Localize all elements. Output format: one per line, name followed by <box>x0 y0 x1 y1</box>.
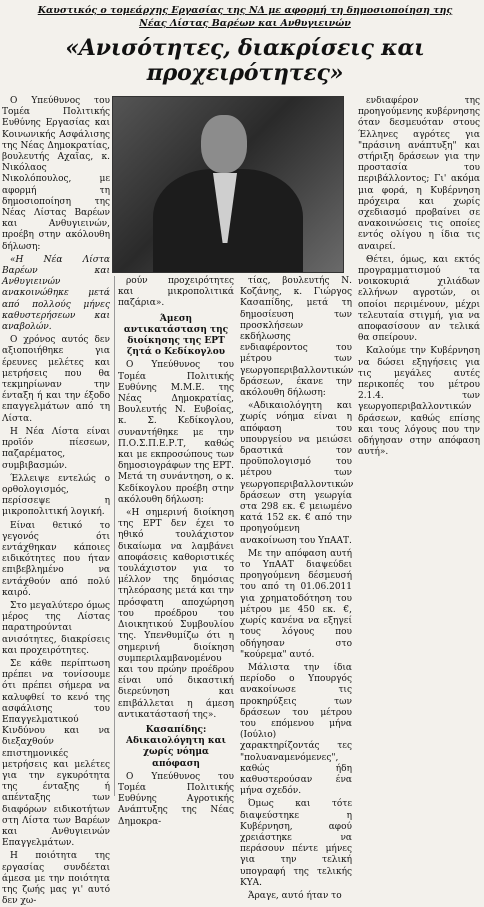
c1-p4: Έλλειψε εντελώς ο ορθολογισμός, περίσσεψε η μικροπολιτική λογική. <box>2 473 110 518</box>
article-headline: «Ανισότητες, διακρίσεις και προχειρότητες» <box>65 35 425 86</box>
c2-p3: «Η σημερινή διοίκηση της ΕΡΤ δεν έχει το ηθικό τουλάχιστον δικαίωμα να λαμβάνει αποφάσεις καθοριστικές τουλάχιστον για το μέλλον της δημόσιας τηλεόρασης μετά και την πρόσφατη απoχώρηση του προέδρου του Διοικητικού Συμβουλίου της. Υπενθυμίζω ότι η σημερινή διοίκηση συμπεριλαμβανομένου και του πρώην προέδρου είναι υπό δικαστική διερεύνηση και επιβάλλεται η άμεση αντικατάστασή της». <box>118 508 234 720</box>
column-3 <box>240 276 354 901</box>
c4-p2: Καλούμε την Κυβέρνηση να δώσει εξηγήσεις για τις μεγάλες αυτές περικοπές του μέτρου 2.1.4. των γεωργοπεριβαλλοντικών δράσεων, καθώς επίσης και τους λόγους που την οδήγησαν στην απόφαση αυτή». <box>358 346 480 458</box>
column-rule <box>114 276 115 796</box>
speaker-photo <box>112 96 344 273</box>
column-2 <box>118 276 234 827</box>
c3-p3: Μάλιστα την ίδια περίοδο ο Υπουργός ανακοίνωσε τις προκηρύξεις των δράσεων του μέτρου του επόμενου μήνα (Ιούλιο) χαρακτηρίζοντάς τες "πολυαναμενόμενες", καθώς ήδη καθυστερούσαν ένα μήνα σχεδόν. <box>240 662 352 797</box>
c1-p7: Σε κάθε περίπτωση πρέπει να τονίσουμε ότι πρέπει σήμερα να καλυφθεί το κενό της ασφάλισης του Επαγγελματικού Κινδύνου και να διεξαχθούν επιστημονικές μετρήσεις και μελέτες για την εγκυρότητα της ένταξης ή απένταξης των διαφόρων ειδικοτήτων στη Λίστα των Βαρέων και Ανθυγιεινών Επαγγελμάτων. <box>2 658 110 849</box>
c1-p8: Η ποιότητα της εργασίας συνδέεται άμεσα με την ποιότητα της ζωής μας γι' αυτό δεν χω- <box>2 851 110 907</box>
column-1 <box>2 96 110 907</box>
c2-p0: ρούν προχειρότητες και μικροπολιτικά παζάρια». <box>118 276 234 309</box>
column-4 <box>358 96 480 796</box>
c2-subhead-kasapidis: Κασαπίδης: Αδικαιολόγητη και χωρίς νόημα απόφαση <box>126 724 226 769</box>
c1-p1: «Η Νέα Λίστα Βαρέων και Ανθυγιεινών ανακοινώθηκε μετά από πολλούς μήνες καθυστερήσεων και αναβολών. <box>2 254 110 333</box>
c2-subhead-ert: Άμεση αντικατάσταση της διοίκησης της ΕΡΤ ζητά ο Κεδίκογλου <box>123 313 229 358</box>
c2-p5: Ο Υπεύθυνος του Τομέα Πολιτικής Ευθύνης Αγροτικής Ανάπτυξης της Νέας Δημοκρα- <box>118 771 234 827</box>
c1-p0: Ο Υπεύθυνος του Τομέα Πολιτικής Ευθύνης Εργασίας και Κοινωνικής Ασφάλισης της Νέας Δημοκρατίας, βουλευτής Αχαΐας, κ. Νικόλαος Νικολόπουλος, με αφορμή τη δημοσιοποίηση της Νέας Λίστας Βαρέων και Ανθυγιεινών, προέβη στην ακόλουθη δήλωση: <box>2 96 110 252</box>
c3-p4: Όμως και τότε διαψεύστηκε η Κυβέρνηση, αφού χρειάστηκε να περάσουν πέντε μήνες για την τελική υπογραφή της τελικής ΚΥΑ. <box>240 799 352 888</box>
c3-p0: τίας, βουλευτής Ν. Κοζάνης, κ. Γιώργος Κασαπίδης, μετά τη δημοσίευση των προσκλήσεων εκδήλωσης ενδιαφέροντος του μέτρου των γεωργοπεριβαλλοντικών δράσεων, έκανε την ακόλουθη δήλωση: <box>240 276 354 399</box>
c1-p5: Είναι θετικό το γεγονός ότι εντάχθηκαν κάποιες ειδικότητες που ήταν επιβεβλημένο να εντάχθούν από πολύ καιρό. <box>2 520 110 598</box>
c3-p1: «Αδικαιολόγητη και χωρίς νόημα είναι η απόφαση του υπουργείου να μειώσει δραστικά τον προϋπολογισμό του μέτρου των γεωργοπεριβαλλοντικών δράσεων στη γεωργία στα 298 εκ. € μειωμένο κατά 152 εκ. € από την προηγούμενη ανακοίνωση του ΥπΑΑΤ. <box>240 401 354 546</box>
c4-p1: Θέτει, όμως, και εκτός προγραμματισμού τα νοικοκυριά χιλιάδων ελλήνων αγροτών, οι οποίοι περιμένουν, μέχρι τελευταία στιγμή, για να αποφασίσουν αν τελικά θα σπείρουν. <box>358 254 480 344</box>
c2-p2: Ο Υπεύθυνος του Τομέα Πολιτικής Ευθύνης Μ.Μ.Ε. της Νέας Δημοκρατίας, Βουλευτής Ν. Ευβοίας, κ. Σ. Κεδίκογλου, συναντήθηκε με την Π.Ο.Σ.Π.Ε.Ρ.Τ, καθώς και με εκπροσώπους των δημοσιογράφων της ΕΡΤ. Μετά τη συνάντηση, ο κ. Κεδίκογλου προέβη στην ακόλουθη δήλωση: <box>118 360 234 505</box>
c3-p5: Άραγε, αυτό ήταν το <box>248 890 342 901</box>
c4-p0: ενδιαφέρον της προηγούμενης κυβέρνησης όταν δεσμευόταν στους Έλληνες αγρότες για "πράσινη ανάπτυξη" και στήριξη δράσεων για την προστασία του περιβάλλοντος; Γι' ακόμα μια φορά, η Κυβέρνηση πρόχειρα και χωρίς σχεδιασμό προβαίνει σε ανακοινώσεις τις οποίες εντός ολίγου η ίδια τις αναιρεί. <box>358 96 480 252</box>
article-kicker: Καυστικός ο τομεάρχης Εργασίας της ΝΔ με αφορμή τη δημοσιοποίηση της Νέας Λίστας Βαρέων και Ανθυγιεινών <box>37 5 453 29</box>
c3-p2: Με την απόφαση αυτή το ΥπΑΑΤ διαψεύδει προηγούμενη δέσμευσή του από τη 01.06.2011 για χρηματοδότηση του μέτρου με 450 εκ. €, χωρίς κανένα να εξηγεί τους λόγους που οδήγησαν στο "κούρεμα" αυτό. <box>240 548 352 660</box>
c1-p3: Η Νέα Λίστα είναι προϊόν πίεσεων, παζαρέματος, συμβιβασμών. <box>2 426 110 471</box>
c1-p6: Στο μεγαλύτερο όμως μέρος της Λίστας παρατηρούνται ανισότητες, διακρίσεις και προχειρότητες. <box>2 600 110 656</box>
c1-p2: Ο χρόνος αυτός δεν αξιοποιήθηκε για έρευνες μελέτες και μετρήσεις που θα τεκμηρίωναν την ένταξη ή και την έξοδο επαγγελμάτων από τη Λίστα. <box>2 335 110 424</box>
photo-head <box>201 115 247 173</box>
